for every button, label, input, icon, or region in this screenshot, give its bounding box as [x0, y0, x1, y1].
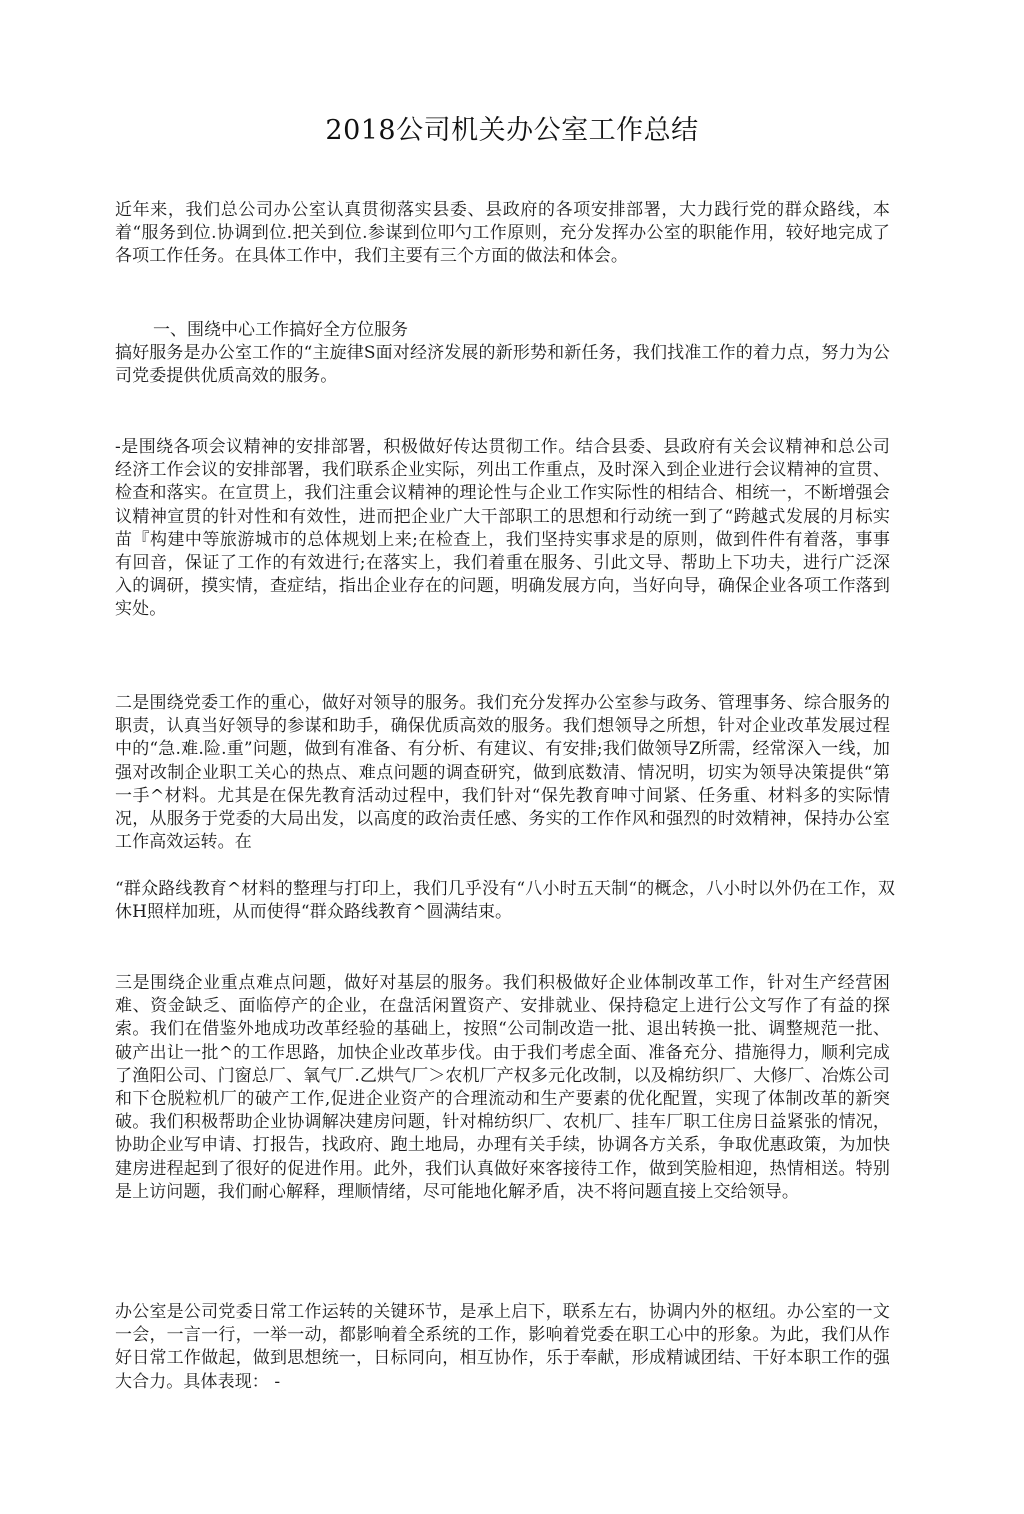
point-two-continuation: “群众路线教育^材料的整理与打印上，我们几乎没有“八小时五天制“的概念，八小时以外仍在工作，双休H照样加班，从而使得“群众路线教育^圆满结束。 [115, 879, 895, 923]
section-lead-paragraph: 搞好服务是办公室工作的“主旋律S面对经济发展的新形势和新任务，我们找准工作的着力点，努力为公司党委提供优质高效的服务。 [115, 343, 890, 387]
closing-paragraph: 办公室是公司党委日常工作运转的关键环节，是承上启下，联系左右，协调内外的枢纽。办公室的一文一会，一言一行，一举一动，都影响着全系统的工作，影响着党委在职工心中的形象。为此，我们从作好日常工作做起，做到思想统一，日标同向，相互协作，乐于奉献，形成精诚团结、干好本职工作的强大合力。具体表现： - [115, 1302, 890, 1392]
intro-paragraph: 近年来，我们总公司办公室认真贯彻落实县委、县政府的各项安排部署，大力践行党的群众路线，本着“服务到位.协调到位.把关到位.参谋到位叩勺工作原则，充分发挥办公室的职能作用，较好地完成了各项工作任务。在具体工作中，我们主要有三个方面的做法和体会。 [115, 200, 890, 267]
section-heading: 一、围绕中心工作搞好全方位服务 [153, 320, 408, 340]
point-three-paragraph: 三是围绕企业重点难点问题，做好对基层的服务。我们积极做好企业体制改革工作，针对生产经营困难、资金缺乏、面临停产的企业，在盘活闲置资产、安排就业、保持稳定上进行公文写作了有益的探索。我们在借鉴外地成功改革经验的基础上，按照“公司制改造一批、退出转换一批、调整规范一批、破产出让一批^的工作思路，加快企业改革步伐。由于我们考虑全面、准备充分、措施得力，顺利完成了渔阳公司、门窗总厂、氧气厂.乙烘气厂＞农机厂产权多元化改制，以及棉纺织厂、大修厂、冶炼公司和下仓脱粒机厂的破产工作,促进企业资产的合理流动和生产要素的优化配置，实现了体制改革的新突破。我们积极帮助企业协调解决建房问题，针对棉纺织厂、农机厂、挂车厂职工住房日益紧张的情况，协助企业写申请、打报告，找政府、跑土地局，办理有关手续，协调各方关系，争取优惠政策，为加快建房进程起到了很好的促进作用。此外，我们认真做好來客接待工作，做到笑脸相迎，热情相送。特别是上访问题，我们耐心解释，理顺情绪，尽可能地化解矛盾，决不将问题直接上交给领导。 [115, 973, 891, 1202]
point-two-paragraph: 二是围绕党委工作的重心，做好对领导的服务。我们充分发挥办公室参与政务、管理事务、综合服务的职责，认真当好领导的参谋和助手，确保优质高效的服务。我们想领导之所想，针对企业改革发展过程中的“急.难.险.重”问题，做到有准备、有分析、有建议、有安排;我们做领导Z所需，经常深入一线，加强对改制企业职工关心的热点、难点问题的调查研究，做到底数清、情况明，切实为领导决策提供“第一手^材料。尤其是在保先教育活动过程中，我们针对“保先教育呻寸间紧、任务重、材料多的实际情况，从服务于党委的大局出发，以高度的政治责任感、务实的工作作风和强烈的时效精神，保持办公室工作高效运转。在 [115, 693, 890, 853]
document-title: 2018公司机关办公室工作总结 [325, 115, 699, 146]
point-one-paragraph: -是围绕各项会议精神的安排部署，积极做好传达贯彻工作。结合县委、县政府有关会议精神和总公司经济工作会议的安排部署，我们联系企业实际，列出工作重点，及时深入到企业进行会议精神的宣贯、检查和落实。在宣贯上，我们注重会议精神的理论性与企业工作实际性的相结合、相统一，不断增强会议精神宣贯的针对性和有效性，进而把企业广大干部职工的思想和行动统一到了“跨越式发展的月标实苗『构建中等旅游城市的总体规划上来;在检查上，我们坚持实事求是的原则，做到件件有着落，事事有回音，保证了工作的有效进行;在落实上，我们着重在服务、引此文导、帮助上下功夫，进行广泛深入的调研，摸实情，查症结，指出企业存在的问题，明确发展方向，当好向导，确保企业各项工作落到实处。 [115, 437, 890, 620]
